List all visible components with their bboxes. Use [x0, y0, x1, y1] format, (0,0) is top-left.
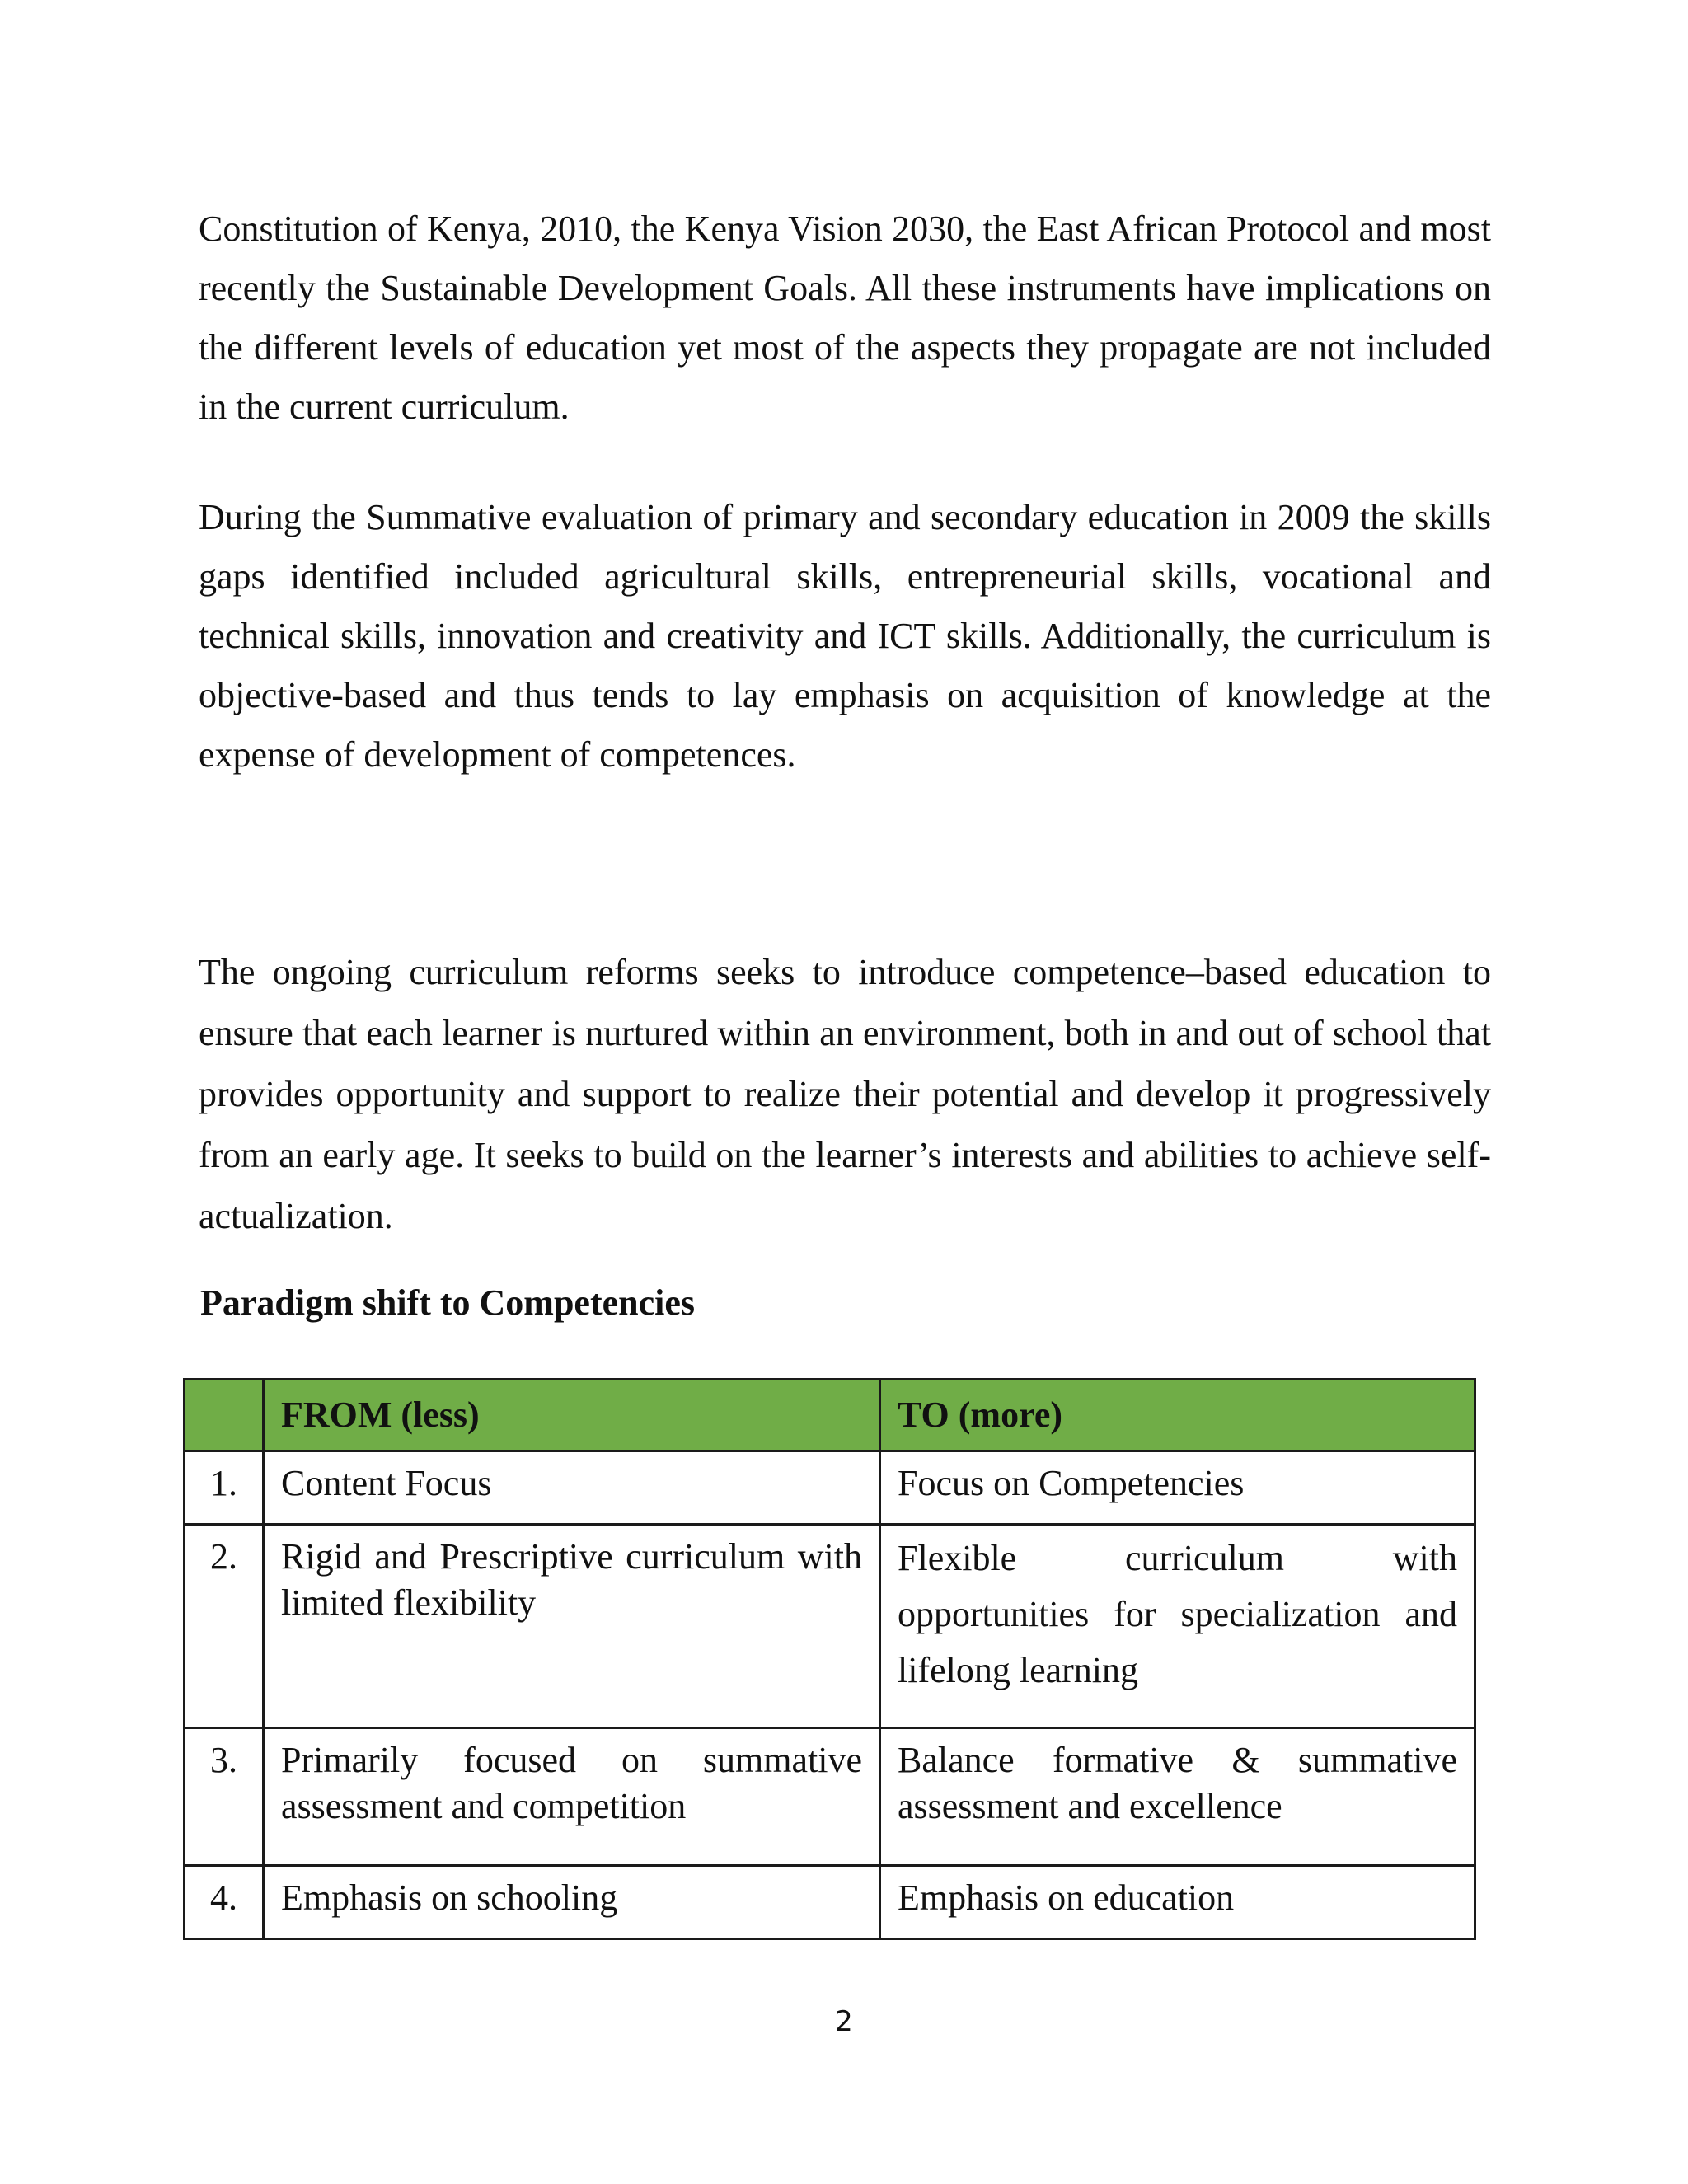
to-cell: Focus on Competencies [880, 1451, 1475, 1525]
table-row [185, 1525, 1475, 1728]
table-header-row [185, 1380, 1475, 1451]
page-number: 2 [835, 2005, 853, 2038]
table-row [185, 1728, 1475, 1866]
table-row [185, 1451, 1475, 1525]
from-cell: Rigid and Prescriptive curriculum with limited flexibility [264, 1525, 880, 1728]
from-cell: Content Focus [264, 1451, 880, 1525]
row-number-cell: 3. [185, 1728, 264, 1866]
paradigm-shift-table [183, 1378, 1476, 1940]
to-cell: Emphasis on education [880, 1866, 1475, 1939]
to-cell: Balance formative & summative assessment and excellence [880, 1728, 1475, 1866]
header-number-cell [185, 1380, 264, 1451]
row-number-cell: 1. [185, 1451, 264, 1525]
header-from-cell: FROM (less) [264, 1380, 880, 1451]
row-number-cell: 4. [185, 1866, 264, 1939]
paragraph-skills-gaps: During the Summative evaluation of primary and secondary education in 2009 the skills gaps identified included agricultural skills, entrepreneurial skills, vocational and technical skills, innovation and creativity and ICT skills. Additionally, the curriculum is objective-based and thus tends to lay emphasis on acquisition of knowledge at the expense of development of competences. [199, 497, 1491, 775]
paragraph-instruments: Constitution of Kenya, 2010, the Kenya Vision 2030, the East African Protocol and most recently the Sustainable Development Goals. All these instruments have implications on the different levels of education yet most of the aspects they propagate are not included in the current curriculum. [199, 209, 1491, 427]
from-cell: Primarily focused on summative assessment and competition [264, 1728, 880, 1866]
row-number-cell: 2. [185, 1525, 264, 1728]
table-row [185, 1866, 1475, 1939]
header-to-cell: TO (more) [880, 1380, 1475, 1451]
paragraph-curriculum-reforms: The ongoing curriculum reforms seeks to introduce competence–based education to ensure that each learner is nurtured within an environment, both in and out of school that provides opportunity and support to realize their potential and develop it progressively from an early age. It seeks to build on the learner’s interests and abilities to achieve self-actualization. [199, 952, 1491, 1236]
section-heading: Paradigm shift to Competencies [200, 1282, 696, 1323]
from-cell: Emphasis on schooling [264, 1866, 880, 1939]
to-cell: Flexible curriculum with opportunities for specialization and lifelong learning [880, 1525, 1475, 1728]
